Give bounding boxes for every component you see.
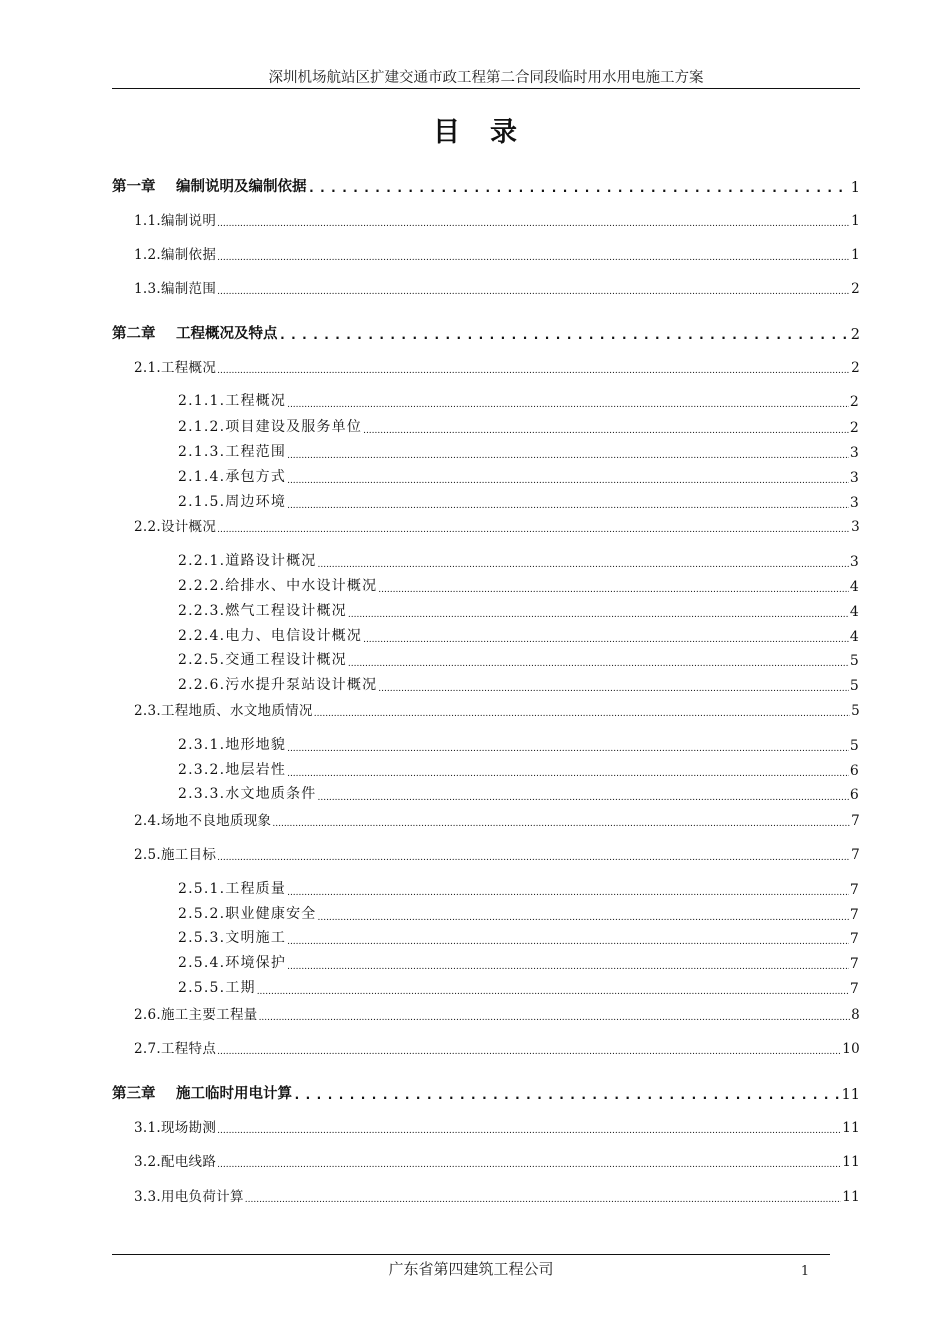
- toc-entry-label: 2.6.施工主要工程量: [134, 1007, 258, 1023]
- toc-dot-leader: [245, 1195, 841, 1205]
- toc-dot-leader: [287, 501, 849, 511]
- toc-dot-leader: [308, 181, 850, 196]
- toc-entry-label: 2.3.1.地形地貌: [178, 737, 287, 753]
- toc-page-number: 4: [849, 604, 860, 620]
- toc-page-number: 7: [849, 956, 860, 972]
- toc-section-entry[interactable]: [134, 209, 860, 229]
- toc-subsection-entry[interactable]: [178, 878, 860, 898]
- header-rule: [112, 88, 860, 89]
- toc-entry-label: 2.4.场地不良地质现象: [134, 813, 272, 829]
- toc-subsection-entry[interactable]: [178, 734, 860, 754]
- toc-entry-label: 2.3.2.地层岩性: [178, 762, 287, 778]
- toc-entry-label: 2.5.1.工程质量: [178, 881, 287, 897]
- toc-subsection-entry[interactable]: [178, 649, 860, 669]
- toc-entry-label: 2.5.3.文明施工: [178, 930, 287, 946]
- toc-chapter-title: 编制说明及编制依据: [176, 179, 307, 195]
- toc-subsection-entry[interactable]: [178, 903, 860, 923]
- toc-dot-leader: [287, 744, 849, 754]
- toc-chapter-number: 第三章: [112, 1086, 156, 1102]
- toc-entry-label: 2.5.施工目标: [134, 847, 217, 863]
- toc-entry-label: 2.3.工程地质、水文地质情况: [134, 703, 313, 719]
- toc-subsection-entry[interactable]: [178, 600, 860, 620]
- toc-page-number: 1: [851, 213, 860, 229]
- toc-page-number: 3: [849, 445, 860, 461]
- toc-page-number: 7: [849, 981, 860, 997]
- toc-subsection-entry[interactable]: [178, 491, 860, 511]
- toc-page-number: 4: [849, 579, 860, 595]
- toc-subsection-entry[interactable]: [178, 927, 860, 947]
- toc-page-number: 7: [851, 813, 860, 829]
- toc-page-number: 11: [842, 1154, 860, 1170]
- toc-dot-leader: [217, 1126, 841, 1136]
- toc-entry-label: 2.5.5.工期: [178, 980, 256, 996]
- toc-entry-label: 2.2.4.电力、电信设计概况: [178, 628, 363, 644]
- toc-section-entry[interactable]: [134, 699, 860, 719]
- toc-entry-label: 2.1.4.承包方式: [178, 469, 287, 485]
- toc-dot-leader: [287, 451, 849, 461]
- toc-dot-leader: [279, 328, 850, 343]
- toc-chapter-title: 施工临时用电计算: [176, 1086, 292, 1102]
- toc-dot-leader: [287, 888, 849, 898]
- toc-subsection-entry[interactable]: [178, 952, 860, 972]
- toc-dot-leader: [378, 684, 849, 694]
- toc-section-entry[interactable]: [134, 1116, 860, 1136]
- toc-page-number: 5: [849, 678, 860, 694]
- toc-page-number: 2: [851, 281, 860, 297]
- toc-chapter-number: 第一章: [112, 179, 156, 195]
- page-title: 目录: [433, 117, 547, 148]
- toc-entry-label: 2.7.工程特点: [134, 1041, 217, 1057]
- toc-page-number: 6: [849, 763, 860, 779]
- toc-subsection-entry[interactable]: [178, 977, 860, 997]
- toc-entry-label: 2.2.5.交通工程设计概况: [178, 652, 347, 668]
- toc-section-entry[interactable]: [134, 843, 860, 863]
- toc-entry-label: [112, 322, 278, 343]
- toc-entry-label: 1.3.编制范围: [134, 281, 217, 297]
- toc-dot-leader: [378, 585, 849, 595]
- toc-subsection-entry[interactable]: [178, 390, 860, 410]
- toc-entry-label: 2.1.3.工程范围: [178, 444, 287, 460]
- toc-page-number: 1: [851, 247, 860, 263]
- toc-page-number: 3: [849, 470, 860, 486]
- toc-dot-leader: [287, 476, 849, 486]
- toc-chapter-entry[interactable]: [112, 1082, 860, 1103]
- toc-page-number: 1: [850, 180, 860, 196]
- toc-dot-leader: [287, 400, 849, 410]
- toc-entry-label: [112, 175, 307, 196]
- toc-dot-leader: [348, 659, 849, 669]
- toc-dot-leader: [317, 560, 848, 570]
- page-number: 1: [800, 1264, 810, 1279]
- toc-page-number: 11: [841, 1087, 860, 1103]
- toc-section-entry[interactable]: [134, 809, 860, 829]
- toc-entry-label: 2.2.设计概况: [134, 519, 217, 535]
- toc-subsection-entry[interactable]: [178, 783, 860, 803]
- toc-entry-label: 2.1.2.项目建设及服务单位: [178, 419, 363, 435]
- toc-dot-leader: [314, 709, 850, 719]
- toc-page-number: 11: [842, 1120, 860, 1136]
- toc-dot-leader: [217, 853, 850, 863]
- toc-page-number: 4: [849, 629, 860, 645]
- toc-dot-leader: [257, 987, 849, 997]
- toc-dot-leader: [259, 1013, 851, 1023]
- toc-section-entry[interactable]: [134, 356, 860, 376]
- toc-dot-leader: [287, 962, 849, 972]
- toc-chapter-title: 工程概况及特点: [176, 326, 278, 342]
- toc-page-number: 3: [849, 554, 860, 570]
- toc-subsection-entry[interactable]: [178, 550, 860, 570]
- toc-entry-label: 2.3.3.水文地质条件: [178, 786, 317, 802]
- toc-page-number: 11: [842, 1189, 860, 1205]
- toc-page-number: 2: [849, 394, 860, 410]
- toc-section-entry[interactable]: [134, 243, 860, 263]
- toc-page-number: 5: [849, 653, 860, 669]
- toc-page-number: 7: [851, 847, 860, 863]
- toc-entry-label: 2.1.1.工程概况: [178, 393, 287, 409]
- toc-chapter-entry[interactable]: [112, 322, 860, 343]
- toc-dot-leader: [217, 1160, 841, 1170]
- toc-section-entry[interactable]: [134, 515, 860, 535]
- toc-subsection-entry[interactable]: [178, 674, 860, 694]
- toc-dot-leader: [287, 937, 849, 947]
- toc-page-number: 7: [849, 882, 860, 898]
- toc-page-number: 3: [851, 519, 860, 535]
- toc-entry-label: 2.5.4.环境保护: [178, 955, 287, 971]
- toc-subsection-entry[interactable]: [178, 441, 860, 461]
- toc-dot-leader: [317, 913, 848, 923]
- toc-section-entry[interactable]: [134, 1037, 860, 1057]
- toc-page-number: 7: [849, 931, 860, 947]
- toc-entry-label: 1.2.编制依据: [134, 247, 217, 263]
- toc-dot-leader: [217, 253, 850, 263]
- page-header: 深圳机场航站区扩建交通市政工程第二合同段临时用水用电施工方案: [268, 70, 704, 86]
- toc-chapter-entry[interactable]: [112, 175, 860, 196]
- toc-subsection-entry[interactable]: [178, 466, 860, 486]
- toc-entry-label: 2.2.2.给排水、中水设计概况: [178, 578, 378, 594]
- toc-dot-leader: [217, 366, 850, 376]
- toc-page-number: 2: [850, 327, 860, 343]
- toc-entry-label: 2.2.1.道路设计概况: [178, 553, 317, 569]
- toc-entry-label: 2.1.工程概况: [134, 360, 217, 376]
- toc-subsection-entry[interactable]: [178, 416, 860, 436]
- toc-section-entry[interactable]: [134, 1003, 860, 1023]
- toc-page-number: 3: [849, 495, 860, 511]
- toc-dot-leader: [348, 610, 849, 620]
- toc-entry-label: 2.2.6.污水提升泵站设计概况: [178, 677, 378, 693]
- toc-dot-leader: [363, 635, 849, 645]
- toc-entry-label: [112, 1082, 292, 1103]
- toc-chapter-number: 第二章: [112, 326, 156, 342]
- toc-entry-label: 3.3.用电负荷计算: [134, 1189, 244, 1205]
- toc-dot-leader: [363, 426, 849, 436]
- toc-entry-label: 2.5.2.职业健康安全: [178, 906, 317, 922]
- toc-entry-label: 3.1.现场勘测: [134, 1120, 217, 1136]
- toc-page-number: 2: [851, 360, 860, 376]
- toc-section-entry[interactable]: [134, 277, 860, 297]
- toc-dot-leader: [217, 219, 850, 229]
- toc-entry-label: 2.2.3.燃气工程设计概况: [178, 603, 347, 619]
- toc-page-number: 5: [851, 703, 860, 719]
- toc-page-number: 2: [849, 420, 860, 436]
- toc-page-number: 7: [849, 907, 860, 923]
- toc-dot-leader: [272, 819, 850, 829]
- toc-subsection-entry[interactable]: [178, 625, 860, 645]
- toc-dot-leader: [217, 287, 850, 297]
- toc-page-number: 5: [849, 738, 860, 754]
- toc-dot-leader: [217, 525, 850, 535]
- toc-page-number: 10: [842, 1041, 860, 1057]
- toc-page-number: 8: [851, 1007, 860, 1023]
- toc-dot-leader: [217, 1047, 841, 1057]
- toc-dot-leader: [317, 793, 848, 803]
- toc-entry-label: 1.1.编制说明: [134, 213, 217, 229]
- toc-subsection-entry[interactable]: [178, 575, 860, 595]
- toc-dot-leader: [293, 1088, 841, 1103]
- footer-company: 广东省第四建筑工程公司: [388, 1260, 554, 1278]
- toc-page-number: 6: [849, 787, 860, 803]
- toc-dot-leader: [287, 769, 849, 779]
- toc-section-entry[interactable]: [134, 1185, 860, 1205]
- toc-subsection-entry[interactable]: [178, 759, 860, 779]
- toc-entry-label: 2.1.5.周边环境: [178, 494, 287, 510]
- toc-section-entry[interactable]: [134, 1150, 860, 1170]
- footer-rule: [112, 1254, 830, 1255]
- toc-entry-label: 3.2.配电线路: [134, 1154, 217, 1170]
